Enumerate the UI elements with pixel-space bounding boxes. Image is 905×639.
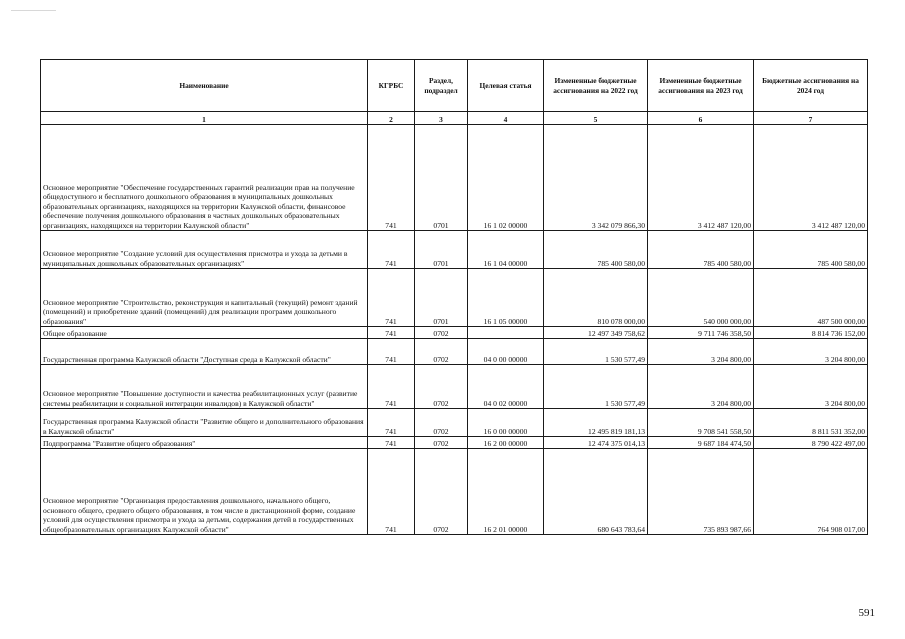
table-row	[41, 125, 868, 231]
row-value-2023: 9 687 184 474,50	[648, 437, 754, 449]
row-value-2023: 9 711 746 358,50	[648, 327, 754, 339]
row-name: Государственная программа Калужской области "Доступная среда в Калужской области"	[41, 339, 368, 365]
column-number: 5	[544, 112, 648, 125]
table-row	[41, 231, 868, 269]
header-kgrbs: КГРБС	[368, 60, 415, 112]
row-value-2023: 3 204 800,00	[648, 339, 754, 365]
row-section: 0701	[415, 231, 468, 269]
row-value-2023: 735 893 987,66	[648, 449, 754, 535]
row-kgrbs: 741	[368, 365, 415, 409]
column-number: 2	[368, 112, 415, 125]
row-kgrbs: 741	[368, 125, 415, 231]
row-value-2024: 3 412 487 120,00	[754, 125, 868, 231]
row-target: 16 1 05 00000	[468, 269, 544, 327]
row-value-2024: 3 204 800,00	[754, 339, 868, 365]
row-section: 0702	[415, 365, 468, 409]
table-row	[41, 327, 868, 339]
row-name: Основное мероприятие "Строительство, реконструкция и капитальный (текущий) ремонт зданий (помещений) и приобретение зданий (помещений) для реализации программ дошкольного образования"	[41, 269, 368, 327]
column-number: 6	[648, 112, 754, 125]
row-name: Основное мероприятие "Организация предоставления дошкольного, начального общего, основного общего, среднего общего образования, в том числе в дистанционной форме, создание условий для осуществления присмотра и ухода за детьми, содержания детей в государственных общеобразовательных организациях Калужской области"	[41, 449, 368, 535]
row-section: 0702	[415, 449, 468, 535]
row-section: 0702	[415, 437, 468, 449]
row-target	[468, 327, 544, 339]
table-row	[41, 449, 868, 535]
table-row	[41, 365, 868, 409]
row-section: 0702	[415, 327, 468, 339]
row-target: 16 1 04 00000	[468, 231, 544, 269]
table-row	[41, 269, 868, 327]
row-value-2022: 3 342 079 866,30	[544, 125, 648, 231]
header-budget-2023: Измененные бюджетные ассигнования на 2023 год	[648, 60, 754, 112]
row-value-2022: 1 530 577,49	[544, 365, 648, 409]
row-target: 16 1 02 00000	[468, 125, 544, 231]
row-name: Основное мероприятие "Повышение доступности и качества реабилитационных услуг (развитие системы реабилитации и социальной интеграции инвалидов) в Калужской области"	[41, 365, 368, 409]
row-value-2022: 810 078 000,00	[544, 269, 648, 327]
row-kgrbs: 741	[368, 231, 415, 269]
row-value-2023: 3 204 800,00	[648, 365, 754, 409]
header-budget-2024: Бюджетные ассигнования на 2024 год	[754, 60, 868, 112]
header-budget-2022: Измененные бюджетные ассигнования на 2022 год	[544, 60, 648, 112]
row-section: 0702	[415, 339, 468, 365]
row-value-2024: 3 204 800,00	[754, 365, 868, 409]
row-value-2024: 8 811 531 352,00	[754, 409, 868, 437]
row-value-2022: 12 474 375 014,13	[544, 437, 648, 449]
row-name: Общее образование	[41, 327, 368, 339]
row-kgrbs: 741	[368, 327, 415, 339]
row-kgrbs: 741	[368, 269, 415, 327]
row-value-2023: 785 400 580,00	[648, 231, 754, 269]
row-value-2022: 785 400 580,00	[544, 231, 648, 269]
row-section: 0701	[415, 125, 468, 231]
header-section: Раздел, подраздел	[415, 60, 468, 112]
row-target: 16 0 00 00000	[468, 409, 544, 437]
scan-mark	[11, 10, 56, 11]
table-row	[41, 339, 868, 365]
row-value-2024: 8 814 736 152,00	[754, 327, 868, 339]
column-number: 3	[415, 112, 468, 125]
column-number: 7	[754, 112, 868, 125]
row-value-2024: 785 400 580,00	[754, 231, 868, 269]
row-value-2023: 3 412 487 120,00	[648, 125, 754, 231]
row-value-2023: 540 000 000,00	[648, 269, 754, 327]
table-row	[41, 437, 868, 449]
header-target: Целевая статья	[468, 60, 544, 112]
row-kgrbs: 741	[368, 449, 415, 535]
row-target: 04 0 00 00000	[468, 339, 544, 365]
row-value-2023: 9 708 541 558,50	[648, 409, 754, 437]
header-row	[41, 60, 868, 112]
row-kgrbs: 741	[368, 437, 415, 449]
row-name: Государственная программа Калужской области "Развитие общего и дополнительного образования в Калужской области"	[41, 409, 368, 437]
column-number-row	[41, 112, 868, 125]
row-target: 16 2 01 00000	[468, 449, 544, 535]
row-value-2022: 680 643 783,64	[544, 449, 648, 535]
header-name: Наименование	[41, 60, 368, 112]
row-name: Подпрограмма "Развитие общего образования"	[41, 437, 368, 449]
table-row	[41, 409, 868, 437]
row-value-2022: 12 495 819 181,13	[544, 409, 648, 437]
row-value-2022: 1 530 577,49	[544, 339, 648, 365]
row-target: 04 0 02 00000	[468, 365, 544, 409]
budget-table	[40, 59, 868, 535]
row-target: 16 2 00 00000	[468, 437, 544, 449]
row-value-2024: 487 500 000,00	[754, 269, 868, 327]
row-value-2024: 8 790 422 497,00	[754, 437, 868, 449]
row-name: Основное мероприятие "Обеспечение государственных гарантий реализации прав на получение общедоступного и бесплатного дошкольного образования в муниципальных дошкольных образовательных организациях, находящихся на территории Калужской области, финансовое обеспечение получения дошкольного образования в частных дошкольных образовательных организациях, находящихся на территории Калужской области"	[41, 125, 368, 231]
page-number: 591	[858, 607, 875, 619]
row-value-2022: 12 497 349 758,62	[544, 327, 648, 339]
row-section: 0702	[415, 409, 468, 437]
row-value-2024: 764 908 017,00	[754, 449, 868, 535]
row-kgrbs: 741	[368, 339, 415, 365]
column-number: 1	[41, 112, 368, 125]
row-section: 0701	[415, 269, 468, 327]
row-name: Основное мероприятие "Создание условий для осуществления присмотра и ухода за детьми в муниципальных дошкольных образовательных организациях"	[41, 231, 368, 269]
column-number: 4	[468, 112, 544, 125]
row-kgrbs: 741	[368, 409, 415, 437]
